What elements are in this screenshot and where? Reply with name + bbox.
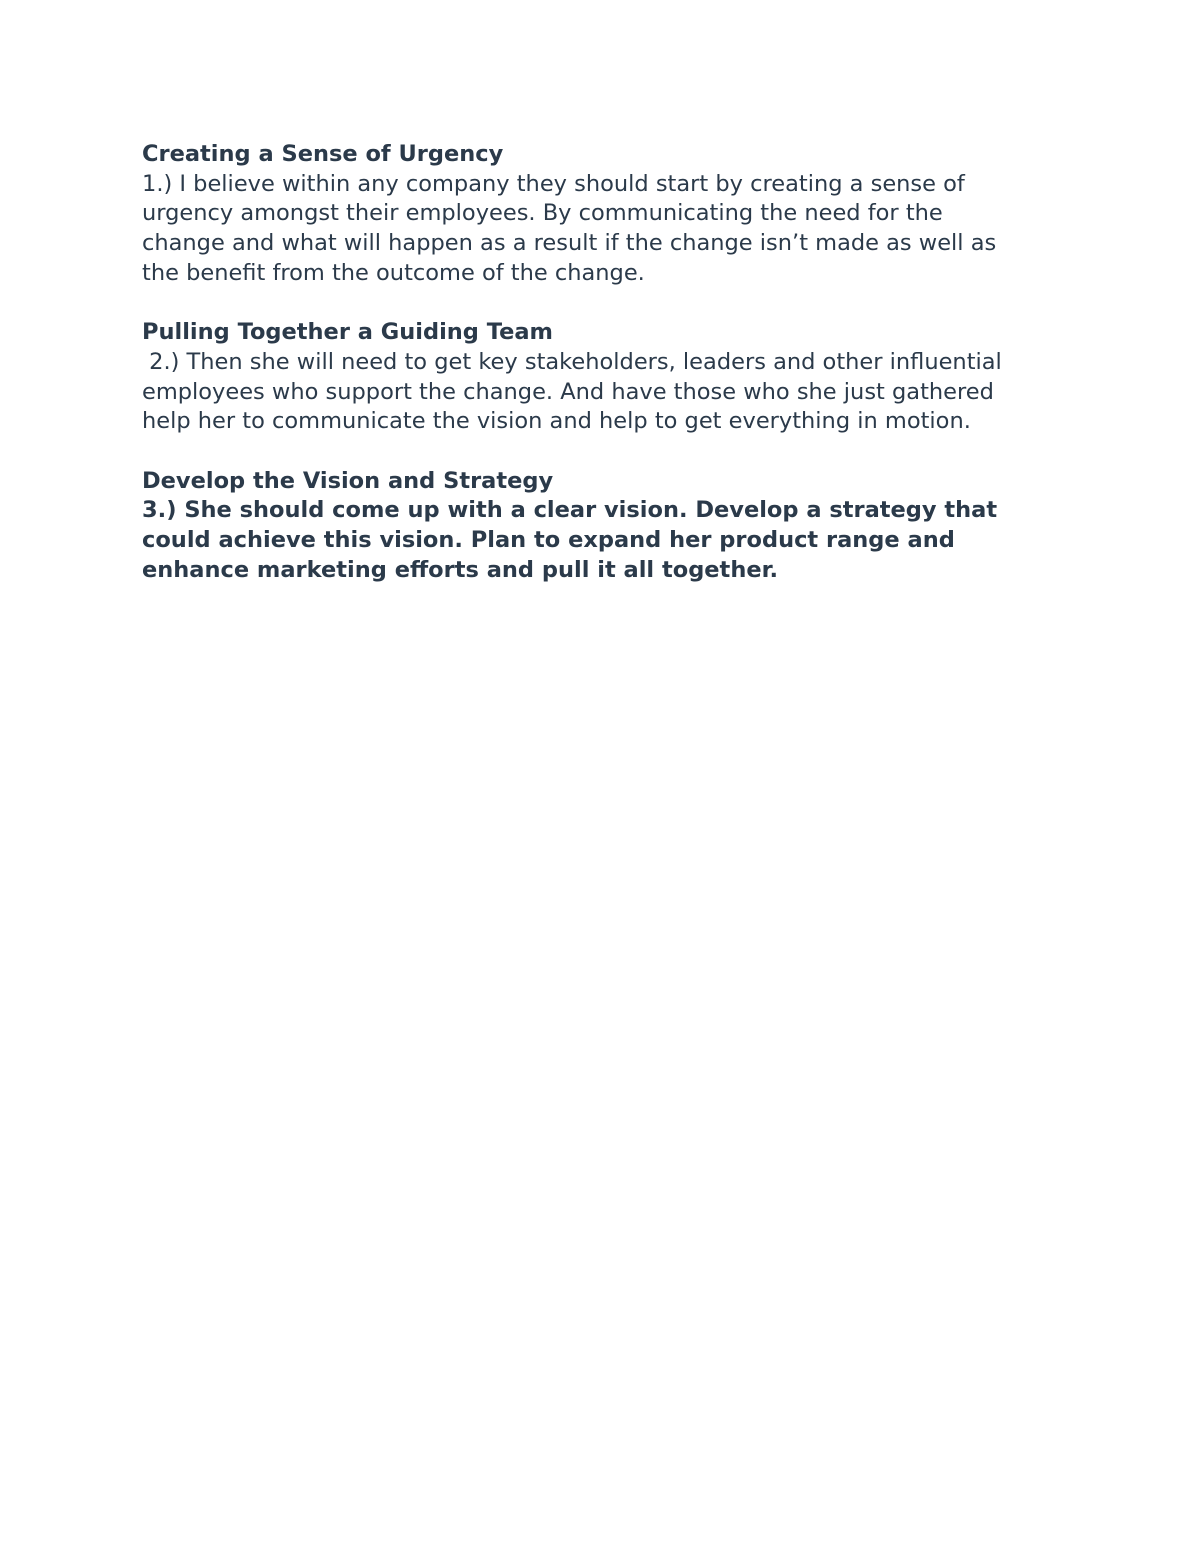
paragraph-line: 1.) I believe within any company they should start by creating a sense of xyxy=(142,170,965,197)
paragraph-line: change and what will happen as a result if the change isn’t made as well as xyxy=(142,230,997,257)
paragraph-line: the benefit from the outcome of the change. xyxy=(142,259,645,286)
paragraph-line: employees who support the change. And have those who she just gathered xyxy=(142,378,994,405)
section-urgency xyxy=(142,140,1062,289)
document-body xyxy=(142,140,1062,615)
section-guiding-team xyxy=(142,318,1062,437)
paragraph-line: help her to communicate the vision and help to get everything in motion. xyxy=(142,408,971,435)
paragraph-line: could achieve this vision. Plan to expand her product range and xyxy=(142,527,955,554)
section-heading: Creating a Sense of Urgency xyxy=(142,141,504,167)
paragraph-line: urgency amongst their employees. By communicating the need for the xyxy=(142,200,943,227)
section-heading: Develop the Vision and Strategy xyxy=(142,467,554,494)
paragraph-line: enhance marketing efforts and pull it all together. xyxy=(142,556,779,583)
section-heading: Pulling Together a Guiding Team xyxy=(142,319,553,346)
section-vision-strategy xyxy=(142,467,1062,586)
paragraph-line: 3.) She should come up with a clear vision. Develop a strategy that xyxy=(142,497,998,524)
paragraph-line: 2.) Then she will need to get key stakeholders, leaders and other influential xyxy=(142,348,1002,375)
